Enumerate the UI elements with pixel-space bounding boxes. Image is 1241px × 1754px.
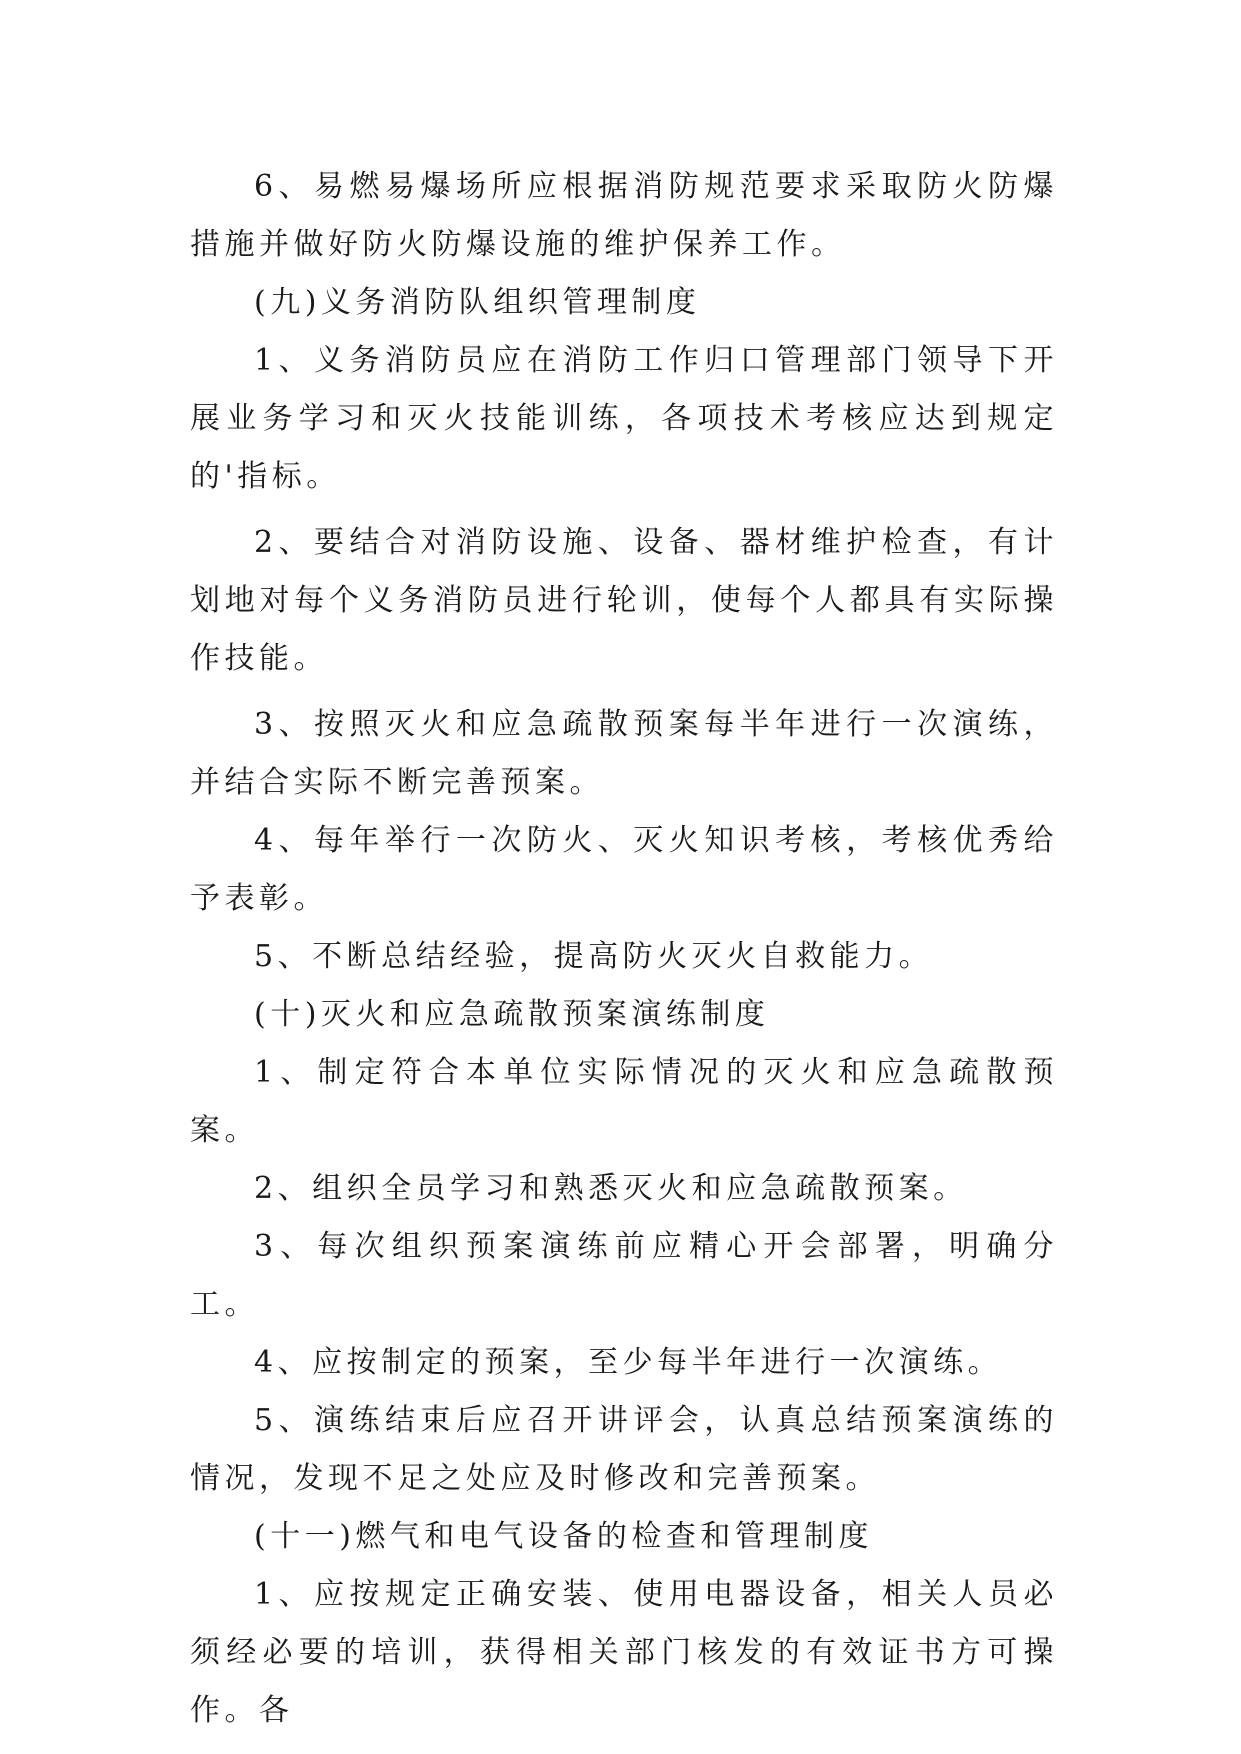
paragraph-drill-item-4: 4、应按制定的预案，至少每半年进行一次演练。 (254, 1345, 1003, 1380)
paragraph-drill-item-2: 2、组织全员学习和熟悉灭火和应急疏散预案。 (254, 1171, 968, 1206)
paragraph-brigade-item-2: 2、要结合对消防设施、设备、器材维护检查，有计划地对每个义务消防员进行轮训，使每个人都具有实际操作技能。 (190, 525, 1058, 676)
paragraph-drill-item-3: 3、每次组织预案演练前应精心开会部署，明确分工。 (190, 1229, 1058, 1322)
section-heading-volunteer-fire-brigade: (九)义务消防队组织管理制度 (254, 285, 701, 320)
paragraph-brigade-item-4: 4、每年举行一次防火、灭火知识考核，考核优秀给予表彰。 (190, 823, 1058, 916)
paragraph-drill-item-5: 5、演练结束后应召开讲评会，认真总结预案演练的情况，发现不足之处应及时修改和完善预案。 (190, 1403, 1058, 1496)
paragraph-brigade-item-3: 3、按照灭火和应急疏散预案每半年进行一次演练，并结合实际不断完善预案。 (190, 707, 1058, 800)
paragraph-brigade-item-1: 1、义务消防员应在消防工作归口管理部门领导下开展业务学习和灭火技能训练，各项技术考核应达到规定的'指标。 (190, 343, 1058, 494)
paragraph-drill-item-1: 1、制定符合本单位实际情况的灭火和应急疏散预案。 (190, 1055, 1058, 1148)
paragraph-brigade-item-5: 5、不断总结经验，提高防火灭火自救能力。 (254, 939, 934, 974)
paragraph-item-6-fire-explosion: 6、易燃易爆场所应根据消防规范要求采取防火防爆措施并做好防火防爆设施的维护保养工作。 (190, 169, 1058, 262)
document-body (190, 158, 1058, 1740)
section-heading-gas-electrical-equipment: (十一)燃气和电气设备的检查和管理制度 (254, 1519, 873, 1554)
section-heading-evacuation-drill: (十)灭火和应急疏散预案演练制度 (254, 997, 770, 1032)
paragraph-equipment-item-1: 1、应按规定正确安装、使用电器设备，相关人员必须经必要的培训，获得相关部门核发的有效证书方可操作。各 (190, 1577, 1058, 1728)
